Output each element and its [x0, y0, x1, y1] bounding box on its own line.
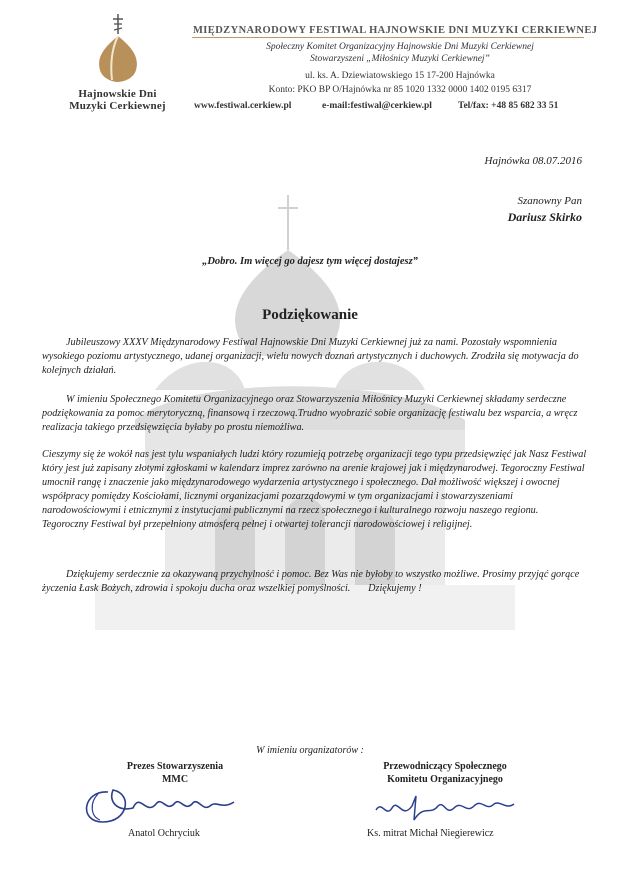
logo-line-1: Hajnowskie Dni — [78, 88, 157, 100]
signatory-left-title-1: Prezes Stowarzyszenia — [126, 761, 224, 772]
email-link[interactable]: e-mail:festiwal@cerkiew.pl — [322, 101, 432, 111]
paragraph-4: Dziękujemy serdecznie za okazywaną przychylność i pomoc. Bez Was nie byłoby to wszystko możliwe. Prosimy przyjąć gorące życzenia Łask Bożych, zdrowia i spokoju ducha oraz wszelkiej pomyślności. Dziękujemy ! — [42, 569, 582, 594]
letter-date: Hajnówka 08.07.2016 — [484, 155, 582, 167]
on-behalf-line: W imieniu organizatorów : — [256, 745, 364, 756]
signatory-right-title — [355, 760, 535, 786]
motto-quote: „Dobro. Im więcej go dajesz tym więcej dostajesz” — [202, 256, 418, 267]
salutation: Szanowny Pan — [517, 195, 582, 207]
logo-wordmark — [50, 88, 185, 112]
document-title: Podziękowanie — [262, 307, 358, 323]
committee-line-2: Stowarzyszeni „Miłośnicy Muzyki Cerkiewnej” — [310, 54, 490, 64]
signatory-right-title-1: Przewodniczący Społecznego — [383, 761, 507, 772]
paragraph-2: W imieniu Społecznego Komitetu Organizacyjnego oraz Stowarzyszenia Miłośnicy Muzyki Cerkiewnej składamy serdeczne podziękowania za pomoc merytoryczną, finansową i rzeczową.Trudno wyobrazić sobie organizację festiwalu bez wsparcia, a wręcz realizacja takiego przedsięwzięcia byłaby po prostu niemożliwa. — [42, 394, 578, 433]
committee-line-1: Społeczny Komitet Organizacyjny Hajnowskie Dni Muzyki Cerkiewnej — [266, 42, 534, 52]
recipient-name: Dariusz Skirko — [507, 210, 582, 224]
paragraph-3: Cieszymy się że wokół nas jest tylu wspaniałych ludzi który rozumieją potrzebę organizacji tego typu przedsięwzięć jak Nasz Festiwal który jest już zapisany złotymi zgłoskami w kalendarz imprez zarówno na arenie krajowej jak i międzynarodwej. Tegoroczny Festiwal umocnił rangę i znaczenie jako międzynarodowego wydarzenia artystycznego i społecznego. Dał możliwość większej i owocnej współpracy pomiędzy Kościołami, licznymi organizacjami pozarządowymi w tym organizacjami i stowarzyszeniami narodowościowymi i etnicznymi z instytucjami publicznymi na rzecz społecznego i kulturalnego rozwoju naszego regionu. Tegoroczny Festiwal był przepełniony atmosferą pełnej i otwartej tolerancji narodowościowej i religijnej. — [42, 449, 587, 530]
signature-left — [78, 782, 248, 826]
festival-logo — [50, 12, 185, 122]
festival-title: MIĘDZYNARODOWY FESTIWAL HAJNOWSKIE DNI MUZYKI CERKIEWNEJ — [193, 25, 598, 36]
address-line: ul. ks. A. Dziewiatowskiego 15 17-200 Hajnówka — [305, 71, 495, 81]
church-dome-icon — [88, 12, 148, 88]
signatory-right-name: Ks. mitrat Michał Niegierewicz — [367, 828, 494, 839]
phone-number: Tel/fax: +48 85 682 33 51 — [458, 101, 559, 111]
paragraph-1: Jubileuszowy XXXV Międzynarodowy Festiwal Hajnowskie Dni Muzyki Cerkiewnej już za nami. Pozostały wspomnienia wysokiego poziomu artystycznego, udanej organizacji, wielu nowych doznań artystycznych i duchowych. Zrodziła się motywacja do kolejnych działań. — [42, 337, 579, 376]
signatory-right-title-2: Komitetu Organizacyjnego — [387, 774, 503, 785]
bank-account-line: Konto: PKO BP O/Hajnówka nr 85 1020 1332 0000 1402 0195 6317 — [268, 85, 532, 95]
website-link[interactable]: www.festiwal.cerkiew.pl — [194, 101, 292, 111]
signature-right — [372, 792, 532, 826]
logo-line-2: Muzyki Cerkiewnej — [69, 100, 166, 112]
header-divider — [192, 37, 584, 38]
signatory-left-title-2: MMC — [161, 774, 189, 785]
signatory-left-name: Anatol Ochryciuk — [128, 828, 200, 839]
